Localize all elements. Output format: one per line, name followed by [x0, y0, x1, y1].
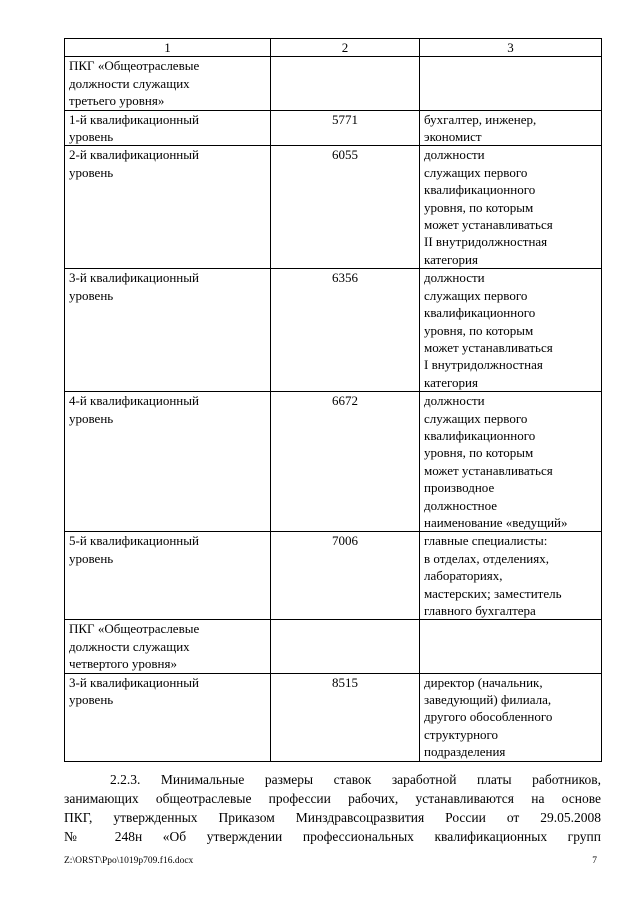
- paragraph-line: 2.2.3. Минимальные размеры ставок заработной платы работников,: [110, 772, 601, 787]
- salary-table: [64, 38, 602, 762]
- table-cell-col3: должности служащих первого квалификационного уровня, по которым может устанавливаться I внутридолжностная категория: [420, 269, 602, 392]
- paragraph-line: № 248н «Об утверждении профессиональных квалификационных групп: [64, 829, 601, 844]
- table-cell-col1: 1-й квалификационный уровень: [65, 110, 271, 146]
- table-row: [65, 392, 602, 532]
- table-cell-col3: должности служащих первого квалификационного уровня, по которым может устанавливаться производное должностное наименование «ведущий»: [420, 392, 602, 532]
- table-cell-col2: [271, 620, 420, 673]
- column-header-1: 1: [65, 39, 271, 57]
- paragraph-line: занимающих общеотраслевые профессии рабочих, устанавливаются на основе: [64, 791, 601, 806]
- table-cell-col3: главные специалисты: в отделах, отделениях, лабораториях, мастерских; заместитель главного бухгалтера: [420, 532, 602, 620]
- column-header-3: 3: [420, 39, 602, 57]
- paragraph-line: ПКГ, утвержденных Приказом Минздравсоцразвития России от 29.05.2008: [64, 810, 601, 825]
- table-header-row: [65, 39, 602, 57]
- table-cell-col3: директор (начальник, заведующий) филиала, другого обособленного структурного подразделения: [420, 673, 602, 761]
- table-row: [65, 620, 602, 673]
- table-row: [65, 146, 602, 269]
- table-cell-col3: должности служащих первого квалификационного уровня, по которым может устанавливаться II внутридолжностная категория: [420, 146, 602, 269]
- table-cell-col2: 6356: [271, 269, 420, 392]
- table-cell-col1: ПКГ «Общеотраслевые должности служащих четвертого уровня»: [65, 620, 271, 673]
- column-header-2: 2: [271, 39, 420, 57]
- table-cell-col3: бухгалтер, инженер, экономист: [420, 110, 602, 146]
- table-cell-col3: [420, 620, 602, 673]
- file-path: Z:\ORST\Ppo\1019p709.f16.docx: [64, 856, 194, 866]
- table-cell-col1: 5-й квалификационный уровень: [65, 532, 271, 620]
- table-cell-col2: 8515: [271, 673, 420, 761]
- salary-table-body: [65, 39, 602, 762]
- table-cell-col2: 5771: [271, 110, 420, 146]
- table-row: [65, 57, 602, 110]
- table-cell-col1: ПКГ «Общеотраслевые должности служащих третьего уровня»: [65, 57, 271, 110]
- table-cell-col1: 3-й квалификационный уровень: [65, 269, 271, 392]
- table-row: [65, 532, 602, 620]
- table-cell-col3: [420, 57, 602, 110]
- table-cell-col2: [271, 57, 420, 110]
- table-row: [65, 673, 602, 761]
- table-cell-col2: 6055: [271, 146, 420, 269]
- table-cell-col1: 4-й квалификационный уровень: [65, 392, 271, 532]
- table-row: [65, 110, 602, 146]
- table-row: [65, 269, 602, 392]
- page-number: 7: [592, 856, 597, 866]
- table-cell-col2: 7006: [271, 532, 420, 620]
- table-cell-col2: 6672: [271, 392, 420, 532]
- table-cell-col1: 3-й квалификационный уровень: [65, 673, 271, 761]
- body-paragraph: [64, 770, 601, 846]
- table-cell-col1: 2-й квалификационный уровень: [65, 146, 271, 269]
